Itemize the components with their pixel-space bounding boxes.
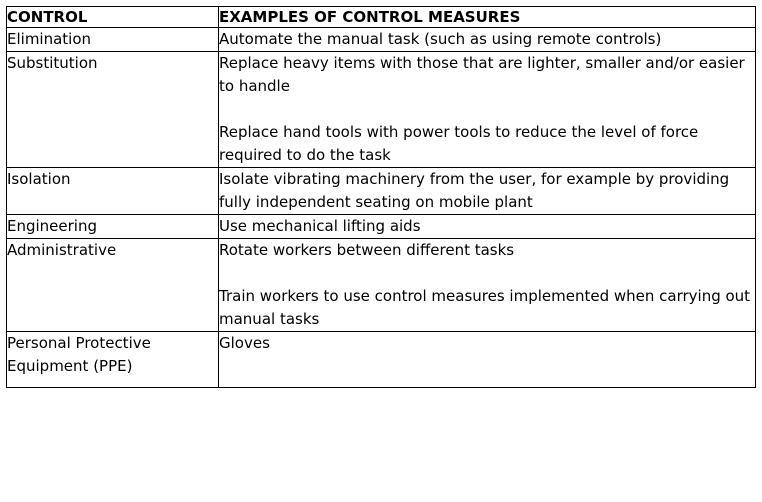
column-header-examples: EXAMPLES OF CONTROL MEASURES [219, 7, 756, 28]
measure-text: Gloves [219, 334, 270, 352]
control-cell: Elimination [7, 28, 219, 52]
measure-text: Rotate workers between different tasks [219, 241, 515, 259]
control-cell: Engineering [7, 215, 219, 239]
control-measures-table [6, 6, 756, 388]
control-cell: Administrative [7, 239, 219, 332]
table-row [7, 239, 756, 332]
measures-cell [219, 239, 756, 332]
table-row [7, 168, 756, 215]
measures-cell [219, 52, 756, 168]
measure-text: Isolate vibrating machinery from the user, for example by providing fully independent seating on mobile plant [219, 170, 730, 211]
control-cell: Personal Protective Equipment (PPE) [7, 332, 219, 388]
column-header-control: CONTROL [7, 7, 219, 28]
measures-cell [219, 28, 756, 52]
measure-text: Use mechanical lifting aids [219, 217, 421, 235]
control-cell: Isolation [7, 168, 219, 215]
measure-text: Replace hand tools with power tools to reduce the level of force required to do the task [219, 123, 699, 164]
table-row [7, 332, 756, 388]
measures-cell [219, 332, 756, 388]
table-row [7, 52, 756, 168]
measure-text: Replace heavy items with those that are lighter, smaller and/or easier to handle [219, 54, 745, 95]
measures-cell [219, 215, 756, 239]
measure-text: Train workers to use control measures implemented when carrying out manual tasks [219, 287, 751, 328]
measures-cell [219, 168, 756, 215]
measure-text: Automate the manual task (such as using remote controls) [219, 30, 662, 48]
header-row [7, 7, 756, 28]
control-cell: Substitution [7, 52, 219, 168]
table-row [7, 28, 756, 52]
table-row [7, 215, 756, 239]
